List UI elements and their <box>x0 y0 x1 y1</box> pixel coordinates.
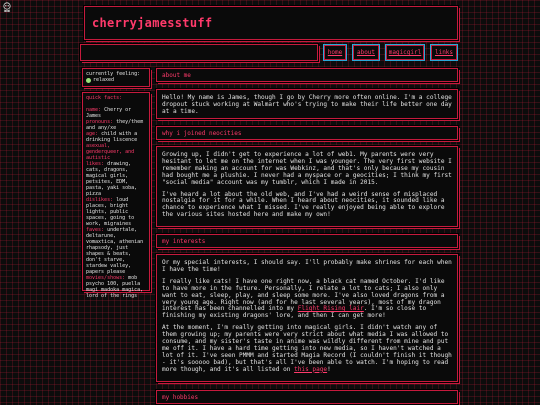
nav-links-link[interactable]: links <box>431 45 457 60</box>
joined-content <box>156 146 458 227</box>
mood-box <box>82 68 150 87</box>
site-title: cherryjamesstuff <box>92 16 213 30</box>
fact-item: name: Cherry or James <box>86 107 132 119</box>
quick-facts-heading: quick facts: <box>86 95 123 101</box>
fact-item: age: child with a drinking liscence <box>86 131 138 143</box>
interests-paragraph-3: At the moment, I'm really getting into magical girls. I didn't watch any of them growing up; my parents were very strict about what media I was allowed to consume, and my sister's taste in anime was wildly different from mine and put me off it. I have a hard time getting into new media, so I haven't watched a lot of it. I've seen PMMM and started Magia Record (I couldn't finish it though - it's sooooo bad), but that's all I've been able to watch. I'm hoping to read more though, and it's all listed on this page! <box>162 324 452 373</box>
magicgirl-page-link[interactable]: this page <box>294 365 328 373</box>
joined-paragraph-2: I've heard a lot about the old web, and I've had a weird sense of misplaced nostalgia for it for a while. When I heard about neocities, it sounded like a chance to experience what I missed. I've really enjoyed being able to explore the various sites hosted here and make my own! <box>162 190 445 219</box>
mood-value: relaxed <box>93 77 115 83</box>
interests-paragraph-2: I really like cats! I have one right now, a black cat named October. I'd like to have more in the future. Personally, I relate a lot to cats; I also only want to eat, sleep, play, and sleep some more. I've also loved dragons from a very young age. Right now (and for he last several years), most of my dragon interest has been channelled into my Flight Rising lair. I'm so close to finishing my existing dragons' lore, and then I can get more! <box>162 277 445 320</box>
fact-item: dislikes: loud places, bright lights, public spaces, going to work, migraines <box>86 197 135 227</box>
hobbies-heading: my hobbies <box>162 394 199 401</box>
mood-icon <box>86 78 91 83</box>
joined-heading-box <box>156 126 458 140</box>
nav-bar <box>80 44 318 61</box>
about-text: Hello! My name is James, though I go by Cherry more often online. I'm a college dropout stuck working at Walmart who's trying to make their life better one day at a time. <box>162 94 452 115</box>
fact-item: movies/shows: mob psycho 100, puella magi madoka magica, lord of the rings <box>86 275 144 299</box>
quick-facts-box <box>82 92 150 299</box>
about-content <box>156 89 458 119</box>
about-heading: about me <box>162 72 191 79</box>
interests-heading: my interests <box>162 238 206 245</box>
site-header <box>84 6 458 40</box>
nav-about-link[interactable]: about <box>353 45 379 60</box>
flight-rising-link[interactable]: Flight Rising lair <box>297 305 364 313</box>
nav-home-link[interactable]: home <box>324 45 346 60</box>
fact-item: pronouns: they/them and any/xe <box>86 119 144 131</box>
nav-magicgirl-link[interactable]: magicgirl <box>386 45 424 60</box>
hobbies-heading-box <box>156 390 458 404</box>
joined-heading: why i joined neocities <box>162 130 242 137</box>
fact-item: faves: undertale, deltarune, vomaxtica, athenian rhapsody, just shapes & beats, don't starve, stardew valley, papers please <box>86 227 144 275</box>
fact-item: likes: drawing, cats, dragons, magical girls, petsites, EDM, pasta, yaki soba, pizza <box>86 161 138 197</box>
interests-content <box>156 254 458 382</box>
interests-paragraph-1: Or my special interests, I should say. I'll probably make shrines for each when I have the time! <box>162 259 452 273</box>
skull-icon <box>2 2 12 12</box>
joined-paragraph-1: Growing up, I didn't get to experience a lot of web1. My parents were very hesitant to let me on the internet when I was younger. The very first website I remember making an account for was Webkinz, and that's only because my cousin had bought me a plushie. I never had a myspace or a geocities; I think my first "social media" account was my tumblr, which I made in 2015. <box>162 151 452 186</box>
interests-heading-box <box>156 234 458 248</box>
fact-item: asexual, genderqueer, and autistic <box>86 143 135 161</box>
about-heading-box <box>156 68 458 82</box>
mood-label: currently feeling: <box>86 71 141 77</box>
